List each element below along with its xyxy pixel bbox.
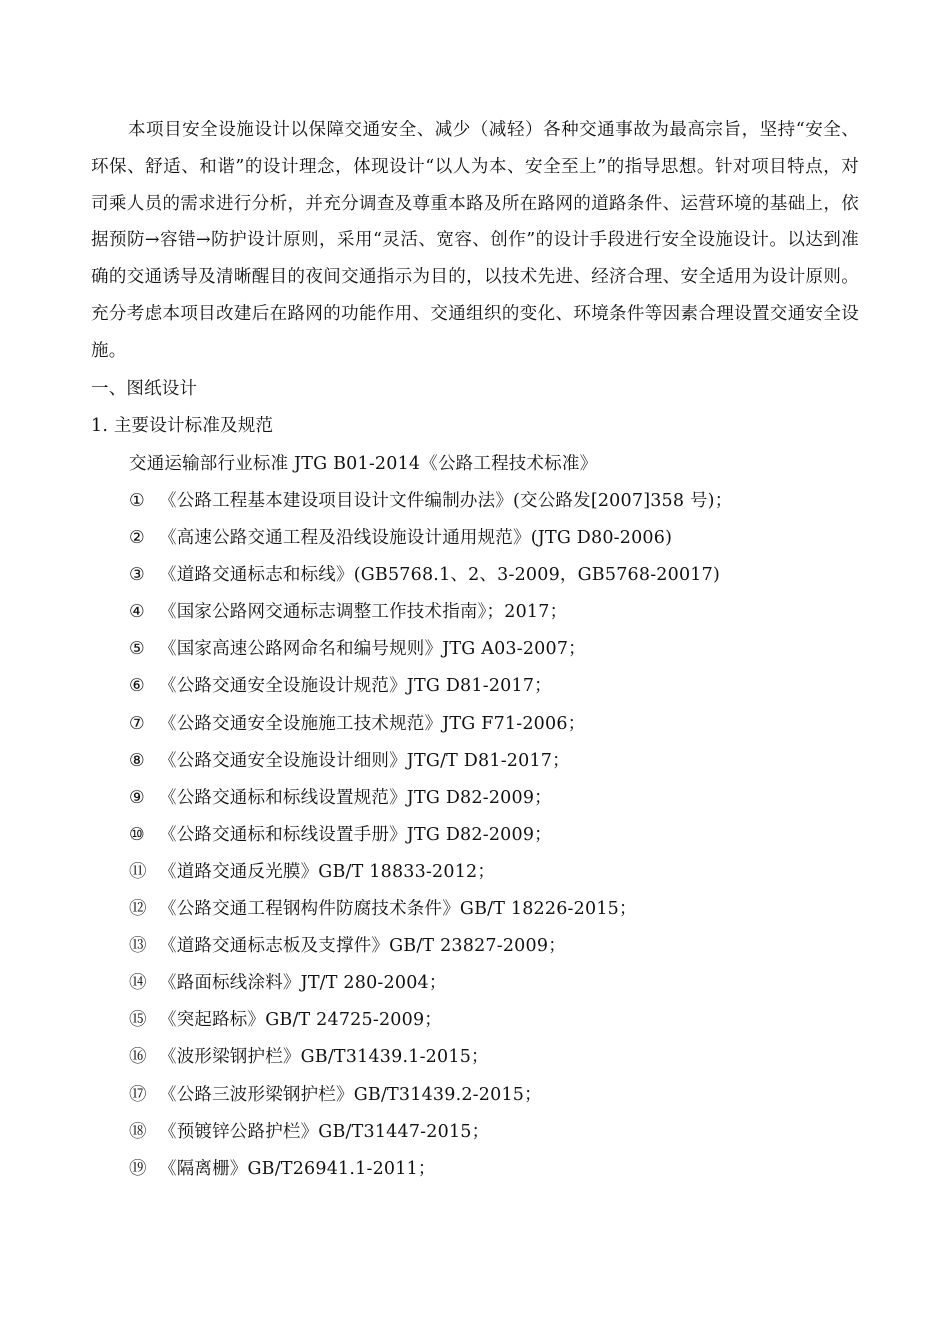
reference-item	[129, 1120, 732, 1157]
reference-text: 《道路交通标志和标线》(GB5768.1、2、3-2009，GB5768-20017)	[159, 565, 721, 586]
reference-text: 《道路交通反光膜》GB/T 18833-2012；	[159, 861, 496, 882]
reference-text: 《公路工程基本建设项目设计文件编制办法》(交公路发[2007]358 号)；	[159, 491, 733, 511]
standards-intro: 交通运输部行业标准 JTG B01-2014《公路工程技术标准》	[129, 454, 598, 474]
reference-number: ⑭	[129, 973, 147, 994]
reference-text: 《公路交通安全设施设计细则》JTG/T D81-2017；	[159, 750, 570, 771]
reference-item	[129, 712, 732, 749]
reference-item	[129, 600, 732, 637]
reference-item	[129, 786, 732, 823]
reference-text: 《路面标线涂料》JT/T 280-2004；	[159, 973, 447, 994]
reference-item	[129, 526, 732, 563]
reference-number: ⑤	[129, 639, 145, 660]
reference-number: ②	[129, 528, 145, 549]
reference-number: ⑬	[129, 936, 147, 957]
reference-number: ⑱	[129, 1121, 147, 1142]
reference-number: ⑥	[129, 676, 145, 697]
reference-number: ⑫	[129, 899, 147, 920]
reference-text: 《国家公路网交通标志调整工作技术指南》；2017；	[159, 602, 568, 623]
reference-text: 《公路交通安全设施施工技术规范》JTG F71-2006；	[159, 713, 586, 734]
subsection-heading: 1. 主要设计标准及规范	[91, 416, 274, 436]
reference-item	[129, 637, 732, 674]
reference-list	[129, 489, 732, 1194]
reference-number: ⑰	[129, 1084, 147, 1105]
reference-text: 《道路交通标志板及支撑件》GB/T 23827-2009；	[159, 936, 566, 957]
reference-number: ⑦	[129, 713, 145, 734]
reference-text: 《公路交通标和标线设置手册》JTG D82-2009；	[159, 824, 552, 845]
reference-item	[129, 489, 732, 526]
reference-item	[129, 971, 732, 1008]
reference-number: ①	[129, 491, 145, 511]
reference-item	[129, 934, 732, 971]
reference-text: 《公路三波形梁钢护栏》GB/T31439.2-2015；	[159, 1084, 542, 1105]
reference-text: 《预镀锌公路护栏》GB/T31447-2015；	[159, 1121, 490, 1142]
reference-number: ⑲	[129, 1158, 147, 1179]
reference-text: 《公路交通工程钢构件防腐技术条件》GB/T 18226-2015；	[159, 899, 637, 920]
reference-text: 《国家高速公路网命名和编号规则》JTG A03-2007；	[159, 639, 586, 660]
reference-number: ⑨	[129, 787, 145, 808]
reference-number: ⑯	[129, 1047, 147, 1068]
reference-number: ⑩	[129, 824, 145, 845]
reference-item	[129, 1083, 732, 1120]
intro-paragraph: 本项目安全设施设计以保障交通安全、减少（减轻）各种交通事故为最高宗旨，坚持“安全、环保、舒适、和谐”的设计理念，体现设计“以人为本、安全至上”的指导思想。针对项目特点，对司乘人员的需求进行分析，并充分调查及尊重本路及所在路网的道路条件、运营环境的基础上，依据预防→容错→防护设计原则，采用“灵活、宽容、创作”的设计手段进行安全设施设计。以达到准确的交通诱导及清晰醒目的夜间交通指示为目的，以技术先进、经济合理、安全适用为设计原则。充分考虑本项目改建后在路网的功能作用、交通组织的变化、环境条件等因素合理设置交通安全设施。	[91, 120, 859, 361]
reference-item	[129, 674, 732, 711]
reference-text: 《波形梁钢护栏》GB/T31439.1-2015；	[159, 1047, 489, 1068]
section-heading: 一、图纸设计	[91, 379, 198, 399]
reference-text: 《突起路标》GB/T 24725-2009；	[159, 1010, 442, 1031]
reference-text: 《隔离栅》GB/T26941.1-2011；	[159, 1158, 436, 1179]
reference-text: 《公路交通标和标线设置规范》JTG D82-2009；	[159, 787, 552, 808]
reference-item	[129, 860, 732, 897]
reference-item	[129, 1008, 732, 1045]
reference-number: ⑧	[129, 750, 145, 771]
reference-number: ⑮	[129, 1010, 147, 1031]
reference-item	[129, 1157, 732, 1194]
reference-item	[129, 749, 732, 786]
reference-item	[129, 823, 732, 860]
reference-item	[129, 1045, 732, 1082]
reference-number: ⑪	[129, 861, 147, 882]
reference-number: ③	[129, 565, 145, 586]
reference-text: 《高速公路交通工程及沿线设施设计通用规范》(JTG D80-2006)	[159, 528, 673, 549]
reference-item	[129, 563, 732, 600]
reference-text: 《公路交通安全设施设计规范》JTG D81-2017；	[159, 676, 552, 697]
reference-item	[129, 897, 732, 934]
reference-number: ④	[129, 602, 145, 623]
